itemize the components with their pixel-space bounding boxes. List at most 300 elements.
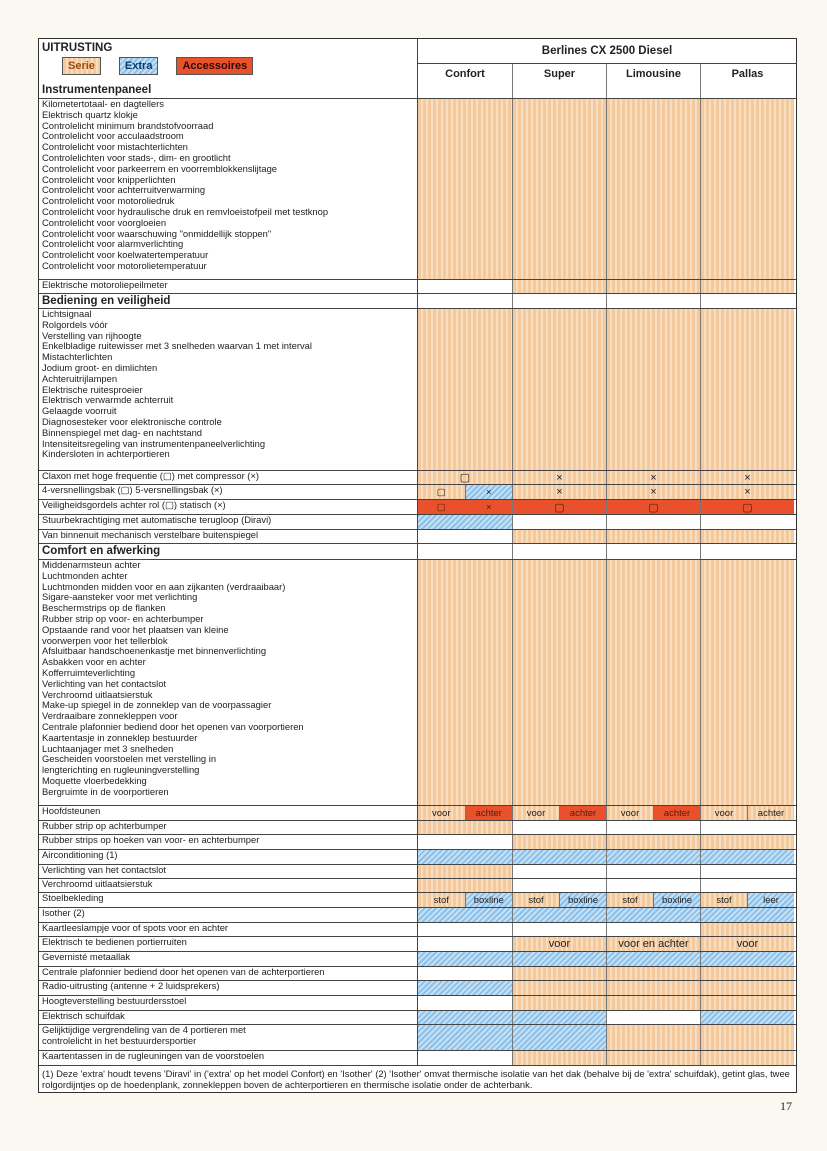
model-cell [418,937,513,951]
feature-label [39,821,418,834]
model-cell [418,967,513,980]
model-cell [418,923,513,936]
feature-line: Bergruimte in de voorportieren [42,785,169,797]
feature-line: Middenarmsteun achter [42,560,141,570]
model-cell [513,908,607,922]
header-right [418,39,796,83]
model-cell [607,309,701,470]
legend-extra: Extra [119,57,159,75]
model-cell [513,560,607,805]
model-cell [607,908,701,922]
feature-line: Make-up spiegel in de zonneklep van de voorpassagier [42,699,272,711]
feature-line: Verdraaibare zonnekleppen voor [42,710,178,722]
feature-line: Elektrische ruitesproeier [42,383,143,395]
model-cell [513,99,607,279]
models-title: Berlines CX 2500 Diesel [418,39,796,64]
feature-line: Luchtmonden achter [42,569,128,581]
cell-part: achter [654,806,700,820]
model-cell [607,99,701,279]
model-cell [701,937,794,951]
cell-part: achter [748,806,794,820]
feature-line: Controlelicht minimum brandstofvoorraad [42,119,214,131]
feature-line: Controlelicht voor motoroliedruk [42,195,175,207]
model-cell [513,996,607,1010]
feature-label [39,280,418,293]
feature-line: Verchroomd uitlaatsierstuk [42,688,153,700]
model-cell [607,515,701,529]
model-cell [607,544,701,559]
model-cell [513,952,607,966]
model-cell [513,865,607,878]
feature-line: Elektrische motoroliepeilmeter [42,280,168,290]
feature-line: Airconditioning (1) [42,850,118,860]
model-cell [701,485,794,499]
model-cell [607,996,701,1010]
model-cell [607,835,701,849]
feature-label [39,923,418,936]
table-row [39,834,796,849]
feature-line: Centrale plafonnier bediend door het openen van voorportieren [42,720,304,732]
model-cell [607,923,701,936]
feature-line: Asbakken voor en achter [42,656,146,668]
feature-line: voorwerpen voor het tellerblok [42,634,168,646]
table-row [39,820,796,834]
model-cell [701,530,794,543]
feature-line: Controlelicht voor knipperlichten [42,173,176,185]
feature-line: Rolgordels vóór [42,318,108,330]
model-cell [701,1051,794,1065]
equipment-table [38,38,797,1093]
feature-line: Binnenspiegel met dag- en nachtstand [42,426,203,438]
model-limousine: Limousine [607,64,701,83]
feature-label [39,937,418,951]
feature-line: Afsluitbaar handschoenenkastje met binnenverlichting [42,645,267,657]
table-row [39,922,796,936]
model-cell [701,280,794,293]
feature-line: Controlelichten voor stads-, dim- en grootlicht [42,151,231,163]
model-cell [513,850,607,864]
cell-value: × [650,486,657,498]
model-cell [418,294,513,308]
feature-label [39,1025,418,1050]
cell-value: ▢ [648,501,659,514]
feature-line: Van binnenuit mechanisch verstelbare buitenspiegel [42,530,259,540]
table-row [39,864,796,878]
model-cell [607,821,701,834]
cell-part: stof [701,893,748,907]
feature-line: Gelijktijdige vergrendeling van de 4 portieren met [42,1025,246,1035]
model-cell [701,515,794,529]
model-cell [701,500,794,514]
header-left [39,39,418,83]
model-cell [701,806,794,820]
model-cell [607,893,701,907]
table-row [39,484,796,499]
model-cell [607,937,701,951]
model-cell [418,908,513,922]
page-number: 17 [780,1099,792,1113]
table-row [39,98,796,279]
feature-line: Verstelling van rijhoogte [42,329,142,341]
model-cell [418,280,513,293]
model-cell [607,560,701,805]
feature-line: Controlelicht voor koelwatertemperatuur [42,249,209,261]
cell-value: × [744,471,751,484]
model-cell [701,967,794,980]
section-title [39,294,418,308]
model-cell [418,530,513,543]
feature-line: Sigare-aansteker voor met verlichting [42,591,198,603]
legend-accessoires: Accessoires [176,57,253,75]
cell-part: voor [418,806,466,820]
model-super: Super [513,64,607,83]
model-cell [701,952,794,966]
feature-line: Controlelicht voor alarmverlichting [42,238,184,250]
feature-line: Elektrisch verwarmde achterruit [42,394,174,406]
table-row [39,980,796,995]
model-cell [701,294,794,308]
cell-value: ▢ [742,501,753,514]
table-row [39,559,796,805]
model-cell [607,850,701,864]
cell-part: stof [513,893,560,907]
model-cell [418,952,513,966]
cell-value: × [650,471,657,484]
feature-line: Moquette vloerbedekking [42,774,147,786]
model-cell [701,908,794,922]
cell-part: ▢ [418,485,466,499]
cell-part: × [466,485,513,499]
model-cell [513,1011,607,1024]
table-row [39,1024,796,1050]
model-cell [513,530,607,543]
feature-line: Claxon met hoge frequentie (▢) met compressor (×) [42,471,260,481]
model-cell [513,893,607,907]
feature-line: Kaartentassen in de rugleuningen van de voorstoelen [42,1051,265,1061]
table-row [39,907,796,922]
model-cell [701,309,794,470]
model-cell [701,83,794,98]
section-title-text: Comfort en afwerking [42,545,161,557]
model-cell [607,280,701,293]
model-cell [418,996,513,1010]
cell-part: boxline [654,893,700,907]
table-row [39,279,796,293]
model-cell [701,1011,794,1024]
feature-label [39,560,418,805]
feature-line: Jodium groot- en dimlichten [42,361,158,373]
feature-label [39,1051,418,1065]
model-cell [418,879,513,892]
feature-line: Kindersloten in achterportieren [42,448,170,460]
cell-part: × [466,500,513,514]
model-cell [513,879,607,892]
section-row [39,293,796,308]
model-cell [607,806,701,820]
model-cell [607,471,701,484]
model-cell [418,865,513,878]
model-cell [701,560,794,805]
model-cell [513,280,607,293]
model-pallas: Pallas [731,67,764,80]
model-cell [607,1011,701,1024]
model-cell [513,544,607,559]
feature-line: Stuurbekrachtiging met automatische terugloop (Diravi) [42,515,272,525]
cell-part: voor [607,806,654,820]
table-row [39,499,796,514]
feature-line: Kaartentasje in zonneklep bestuurder [42,731,198,743]
model-cell [418,500,513,514]
feature-label [39,500,418,514]
feature-label [39,485,418,499]
table-row [39,951,796,966]
cell-value: ▢ [459,472,471,484]
feature-line: Stoelbekleding [42,893,104,903]
model-cell [701,850,794,864]
section-title-text: Instrumentenpaneel [42,84,152,96]
feature-label [39,515,418,529]
feature-line: Controlelicht voor waarschuwing "onmiddellijk stoppen" [42,227,272,239]
model-cell [701,981,794,995]
feature-line: Rubber strip op voor- en achterbumper [42,612,204,624]
model-columns [418,64,796,83]
feature-line: Controlelicht voor parkeerrem en voorremblokkenslijtage [42,162,278,174]
model-cell [607,865,701,878]
feature-line: Isother (2) [42,908,85,918]
table-row [39,849,796,864]
model-cell [513,500,607,514]
table-row [39,936,796,951]
cell-part: achter [466,806,513,820]
feature-line: Controlelicht voor acculaadstroom [42,130,184,142]
cell-value: × [556,471,563,484]
feature-label [39,1011,418,1024]
model-cell [701,99,794,279]
model-cell [418,850,513,864]
feature-line: Achteruitrijlampen [42,372,118,384]
model-cell [607,530,701,543]
cell-part: achter [560,806,606,820]
section-title-text: Bediening en veiligheid [42,295,171,307]
model-cell [701,865,794,878]
feature-line: 4-versnellingsbak (▢) 5-versnellingsbak (×) [42,485,223,495]
model-cell [701,821,794,834]
model-cell [418,893,513,907]
feature-line: Centrale plafonnier bediend door het openen van de achterportieren [42,967,325,977]
feature-line: Controlelicht voor mistachterlichten [42,141,188,153]
feature-label [39,952,418,966]
cell-value: voor en achter [618,938,689,950]
model-cell [418,835,513,849]
feature-label [39,865,418,878]
feature-line: Lichtsignaal [42,309,92,319]
feature-line: Beschermstrips op de flanken [42,602,166,614]
cell-part: stof [418,893,466,907]
model-cell [513,471,607,484]
model-cell [701,996,794,1010]
feature-line: Enkelbladige ruitewisser met 3 snelheden waarvan 1 met interval [42,340,312,352]
feature-line: Kaartleeslampje voor of spots voor en achter [42,923,229,933]
feature-line: Intensiteitsregeling van instrumentenpaneelverlichting [42,437,266,449]
table-row [39,1010,796,1024]
model-cell [418,544,513,559]
cell-value: voor [548,938,571,950]
feature-line: Gescheiden voorstoelen met verstelling in [42,753,217,765]
model-cell [607,1025,701,1050]
model-confort: Confort [418,64,513,83]
model-cell [418,560,513,805]
cell-part: boxline [466,893,513,907]
legend [62,57,414,75]
cell-value: voor [736,938,759,950]
model-cell [701,923,794,936]
feature-line: Radio-uitrusting (antenne + 2 luidsprekers) [42,981,220,991]
table-header [39,39,796,83]
feature-line: Rubber strips op hoeken van voor- en achterbumper [42,835,260,845]
model-cell [513,937,607,951]
table-row [39,805,796,820]
model-cell [513,309,607,470]
model-cell [418,471,513,484]
feature-label [39,471,418,484]
feature-line: controlelicht in het bestuurdersportier [42,1034,197,1046]
feature-label [39,835,418,849]
model-cell [513,835,607,849]
model-cell [513,1025,607,1050]
model-cell [513,967,607,980]
model-cell [607,83,701,98]
feature-line: Elektrisch schuifdak [42,1011,125,1021]
feature-line: Verlichting van het contactslot [42,865,167,875]
model-cell [701,893,794,907]
section-title [39,544,418,559]
model-cell [607,981,701,995]
feature-line: Veiligheidsgordels achter rol (▢) statisch (×) [42,500,226,510]
feature-label [39,908,418,922]
feature-label [39,967,418,980]
table-row [39,966,796,980]
model-cell [418,1051,513,1065]
model-cell [418,309,513,470]
feature-line: Controlelicht voor achterruitverwarming [42,184,206,196]
feature-label [39,850,418,864]
model-cell [607,879,701,892]
cell-part: stof [607,893,654,907]
feature-label [39,996,418,1010]
footnote: (1) Deze 'extra' houdt tevens 'Diravi' in ('extra' op het model Confort) en 'Isother' (2) 'Isother' omvat thermische isolatie van het dak (behalve bij de 'extra' schuifdak), getint glas, twee rolgordijntjes op de hoedenplank, zonnekleppen boven de achterportieren en thermische isolatie onder de achterbank. [39,1065,796,1092]
feature-label [39,879,418,892]
model-cell [701,544,794,559]
table-row [39,995,796,1010]
model-cell [513,821,607,834]
cell-part: voor [513,806,560,820]
table-row [39,529,796,543]
feature-line: lengterichting en rugleuningverstelling [42,764,200,776]
feature-line: Hoofdsteunen [42,806,101,816]
table-body [39,83,796,1065]
feature-line: Gevernisté metaallak [42,952,131,962]
model-cell [418,981,513,995]
feature-line: Controlelicht voor motorolietemperatuur [42,259,207,271]
table-row [39,878,796,892]
model-cell [513,981,607,995]
feature-line: Controlelicht voor voorgloeien [42,216,167,228]
model-cell [513,294,607,308]
feature-line: Kilometertotaal- en dagtellers [42,99,164,109]
feature-line: Verlichting van het contactslot [42,677,167,689]
table-title: UITRUSTING [42,42,113,54]
feature-label [39,99,418,279]
model-cell [513,923,607,936]
model-cell [513,1051,607,1065]
model-cell [513,485,607,499]
feature-line: Diagnosesteker voor elektronische controle [42,415,222,427]
feature-line: Mistachterlichten [42,351,113,363]
model-cell [513,83,607,98]
model-cell [418,83,513,98]
feature-line: Elektrisch te bedienen portierruiten [42,937,187,947]
model-cell [418,1025,513,1050]
model-cell [418,99,513,279]
table-row [39,308,796,470]
model-cell [701,835,794,849]
feature-line: Verchroomd uitlaatsierstuk [42,879,153,889]
feature-line: Luchtaanjager met 3 snelheden [42,742,174,754]
feature-label [39,893,418,907]
cell-part: leer [748,893,794,907]
feature-line: Kofferruimteverlichting [42,666,136,678]
feature-line: Controlelicht voor hydraulische druk en remvloeistofpeil met testknop [42,205,329,217]
model-cell [513,515,607,529]
feature-label [39,981,418,995]
table-row [39,470,796,484]
cell-value: ▢ [554,501,565,514]
feature-line: Gelaagde voorruit [42,405,117,417]
model-cell [607,952,701,966]
feature-line: Rubber strip op achterbumper [42,821,167,831]
table-row [39,1050,796,1065]
cell-value: × [744,486,751,498]
model-cell [607,500,701,514]
feature-line: Elektrisch quartz klokje [42,108,138,120]
section-row [39,543,796,559]
model-cell [701,1025,794,1050]
feature-line: Hoogteverstelling bestuurdersstoel [42,996,187,1006]
cell-part: boxline [560,893,606,907]
legend-serie: Serie [62,57,101,75]
model-cell [418,515,513,529]
cell-value: × [556,486,563,498]
cell-part: ▢ [418,500,466,514]
feature-label [39,309,418,470]
table-row [39,892,796,907]
feature-label [39,530,418,543]
model-cell [513,806,607,820]
model-cell [701,879,794,892]
model-cell [607,294,701,308]
section-row [39,83,796,98]
feature-label [39,806,418,820]
cell-part: voor [701,806,748,820]
model-cell [418,806,513,820]
model-cell [418,1011,513,1024]
model-cell [607,485,701,499]
model-cell [607,1051,701,1065]
model-cell [607,967,701,980]
model-cell [418,485,513,499]
feature-line: Luchtmonden midden voor en aan zijkanten (verdraaibaar) [42,580,286,592]
model-cell [418,821,513,834]
